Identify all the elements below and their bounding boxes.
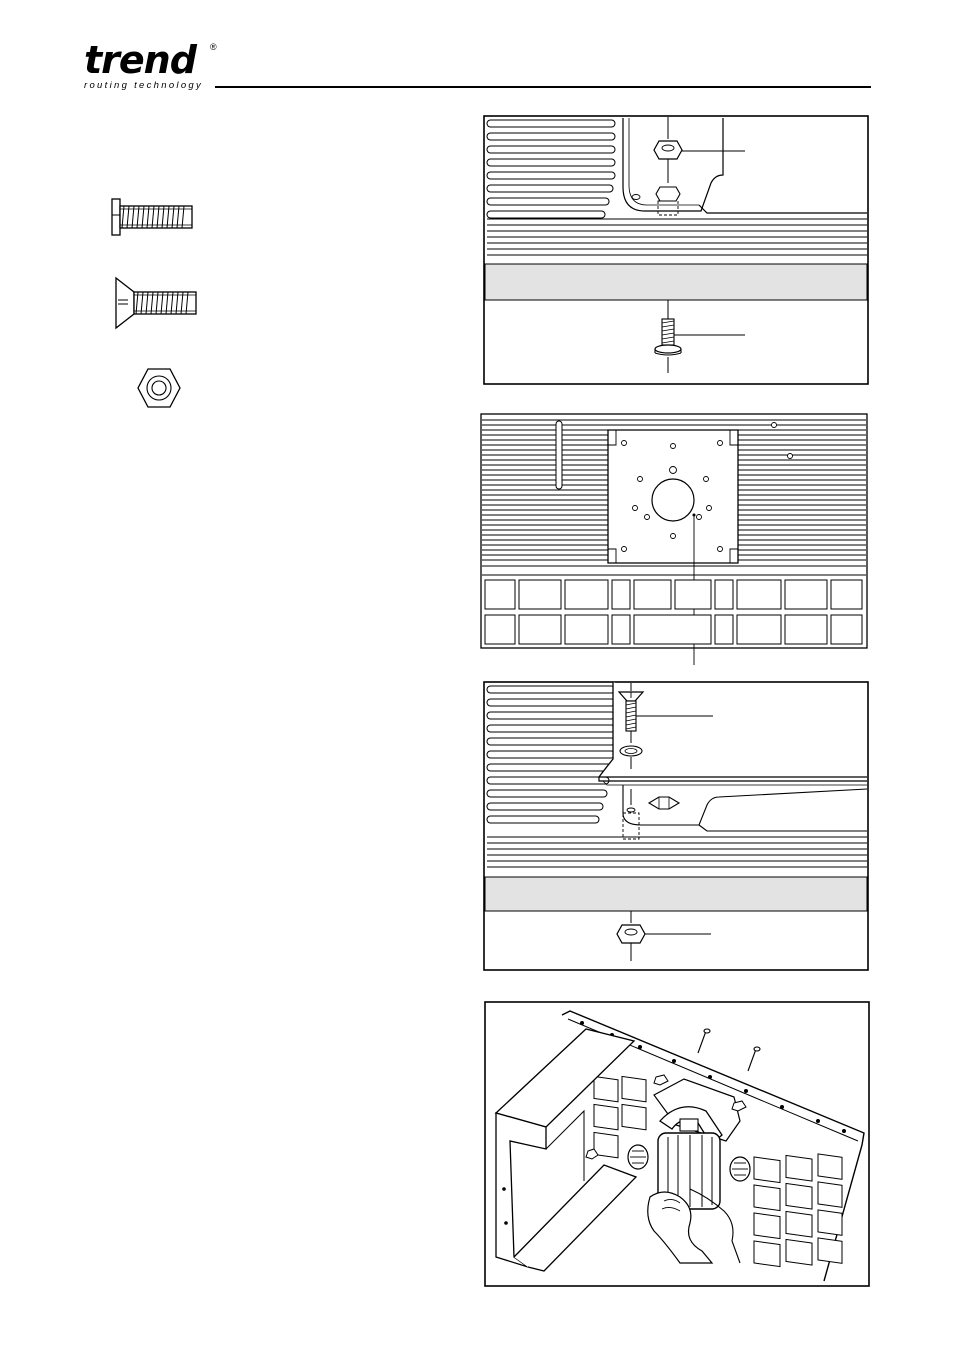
registered-mark: ® <box>210 42 217 52</box>
brand-tagline: routing technology <box>84 80 204 91</box>
brand-logo <box>84 38 224 98</box>
countersunk-screw-icon <box>110 276 200 330</box>
hex-nut-icon <box>136 366 182 410</box>
brand-word: trend <box>84 38 196 82</box>
nut-and-bolt-assembly-diagram <box>483 115 869 385</box>
header-rule <box>215 86 871 88</box>
countersunk-screw-assembly-diagram <box>483 681 869 971</box>
pan-head-screw-icon <box>108 196 198 240</box>
table-top-plan-diagram <box>480 413 868 667</box>
router-mounting-illustration <box>484 1001 870 1289</box>
